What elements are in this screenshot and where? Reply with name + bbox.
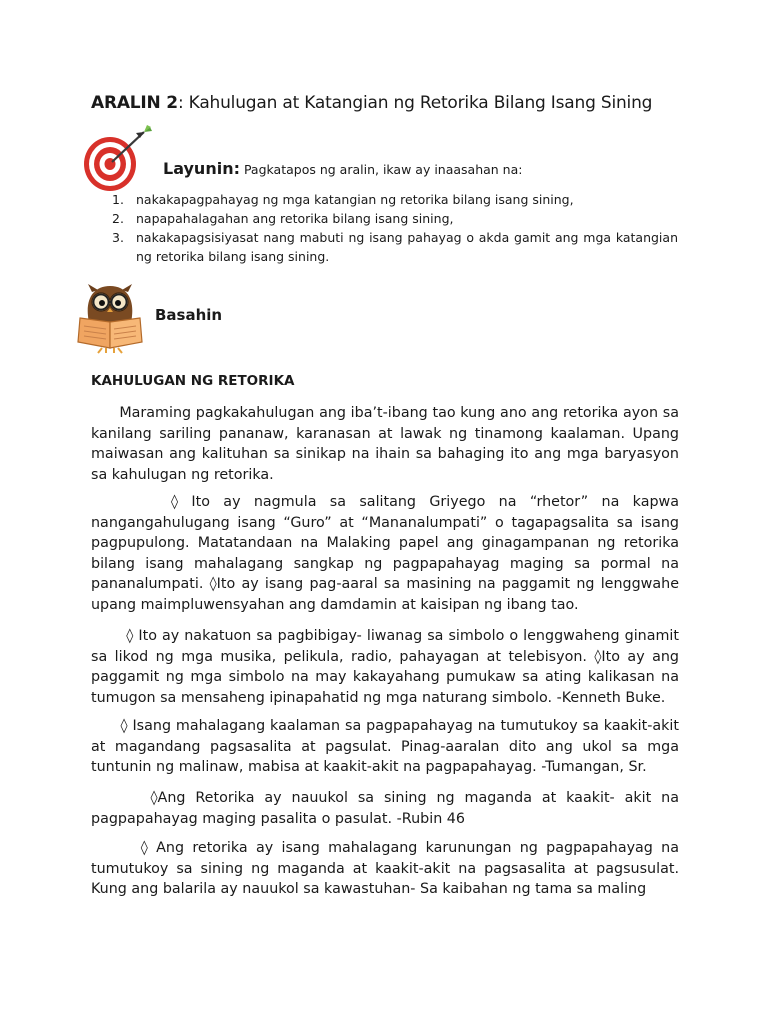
lesson-title-text: : Kahulugan at Katangian ng Retorika Bilang Isang Sining xyxy=(177,93,653,113)
objectives-label: Layunin: xyxy=(163,159,240,178)
objective-text: nakakapagpahayag ng mga katangian ng retorika bilang isang sining, xyxy=(136,192,574,207)
objectives-intro: Pagkatapos ng aralin, ikaw ay inaasahan na: xyxy=(239,162,523,177)
reading-heading: Basahin xyxy=(155,306,223,324)
objective-number: 3. xyxy=(112,230,124,245)
lesson-number: ARALIN 2 xyxy=(91,93,178,113)
objective-number: 1. xyxy=(112,192,124,207)
objective-number: 2. xyxy=(112,211,124,226)
paragraph: ◊ Ang retorika ay isang mahalagang karunungan ng pagpapahayag na tumutukoy sa sining ng maganda at kaakit-akit na pagsasalita at pagsusulat. Kung ang balarila ay nauukol sa kawastuhan- Sa kaibahan ng tama sa maling xyxy=(91,840,679,898)
objective-text: napapahalagahan ang retorika bilang isang sining, xyxy=(136,211,454,226)
lesson-title xyxy=(91,93,652,113)
objective-item xyxy=(106,190,678,209)
objective-text: nakakapagsisiyasat nang mabuti ng isang pahayag o akda gamit ang mga katangian ng retorika bilang isang sining. xyxy=(136,230,678,264)
paragraph: Maraming pagkakahulugan ang iba’t-ibang tao kung ano ang retorika ayon sa kanilang sariling pananaw, karanasan at lawak ng tinamong kaalaman. Upang maiwasan ang kalituhan sa sinikap na ihain sa bahaging ito ang mga baryasyon sa kahulugan ng retorika. xyxy=(91,405,679,483)
owl-reading-icon xyxy=(72,278,148,354)
objective-item xyxy=(106,228,678,266)
section-title: KAHULUGAN NG RETORIKA xyxy=(91,373,295,389)
paragraph: ◊ Isang mahalagang kaalaman sa pagpapahayag na tumutukoy sa kaakit-akit at magandang pagsasalita at pagsulat. Pinag-aaralan dito ang ukol sa mga tuntunin ng malinaw, mabisa at kaakit-akit na pagpapahayag. -Tumangan, Sr. xyxy=(91,718,679,776)
paragraph: ◊Ang Retorika ay nauukol sa sining ng maganda at kaakit- akit na pagpapahayag maging pasalita o pasulat. -Rubin 46 xyxy=(91,790,679,827)
objectives-list xyxy=(106,190,678,266)
paragraph: ◊ Ito ay nagmula sa salitang Griyego na “rhetor” na kapwa nangangahulugang isang “Guro” at “Mananalumpati” o tagapagsalita sa isang pagpupulong. Matatandaan na Malaking papel ang ginagampanan ng retorika bilang isang mahalagang sangkap ng pagpapahayag maging sa pormal na pananalumpati. ◊Ito ay isang pag-aaral sa masining na paggamit ng lenggwahe upang maimpluwensyahan ang damdamin at kaisipan ng ibang tao. xyxy=(91,494,679,613)
paragraph: ◊ Ito ay nakatuon sa pagbibigay- liwanag sa simbolo o lenggwaheng ginamit sa likod ng mga musika, pelikula, radio, pahayagan at telebisyon. ◊Ito ay ang paggamit ng mga simbolo na may kakayahang pumukaw sa ating kalikasan na tumugon sa mensaheng ipinapahatid ng mga naturang simbolo. -Kenneth Buke. xyxy=(91,628,679,706)
objectives-heading xyxy=(163,159,522,178)
objective-item xyxy=(106,209,678,228)
target-arrow-icon xyxy=(80,124,154,194)
